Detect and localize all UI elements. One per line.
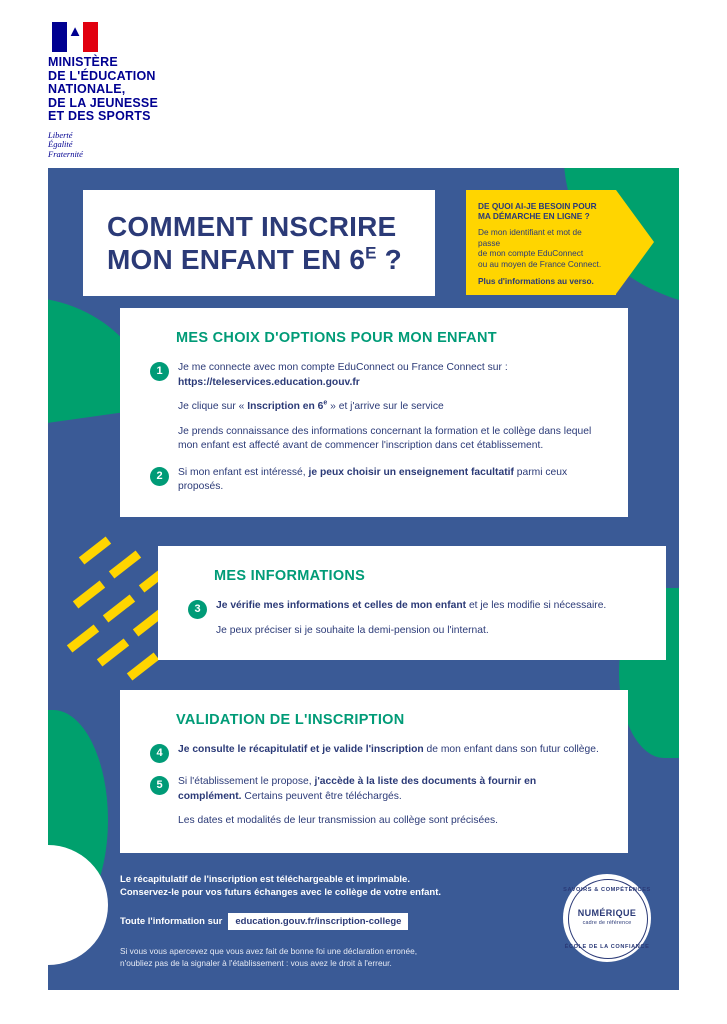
step-paragraph: Les dates et modalités de leur transmission au collège sont précisées. (178, 815, 498, 826)
callout-text-line-1: De mon identifiant et mot de passe (478, 227, 582, 248)
step-number-badge: 5 (150, 776, 169, 795)
french-flag-icon (52, 22, 98, 52)
step-item (188, 599, 640, 638)
section-card-options (120, 308, 628, 517)
title-ordinal-suffix: E (365, 243, 377, 263)
step-2-bold: je peux choisir un enseignement facultatif (308, 466, 514, 478)
step-2-pre: Si mon enfant est intéressé, (178, 466, 309, 478)
motto-liberte: Liberté (48, 129, 73, 140)
step-item (150, 743, 602, 763)
step-paragraph (178, 361, 602, 390)
inscription-ordinal-suffix: e (323, 399, 328, 407)
numerique-seal-badge (563, 874, 651, 962)
step-paragraph (178, 775, 602, 804)
step-paragraph (216, 599, 606, 614)
footer-note (120, 946, 620, 969)
step-paragraph (178, 466, 602, 495)
step-number-badge: 4 (150, 744, 169, 763)
poster-footer (120, 873, 620, 969)
requirements-callout (466, 190, 644, 295)
step-number-badge: 1 (150, 362, 169, 381)
step-4-post: de mon enfant dans son futur collège. (423, 744, 599, 755)
title-line-2: MON ENFANT EN 6 (107, 244, 366, 275)
section-card-informations (158, 546, 666, 660)
footer-bold-text (120, 873, 620, 899)
title-question-mark: ? (376, 244, 402, 275)
callout-more-info: Plus d'informations au verso. (478, 276, 594, 286)
step-3-bold: Je vérifie mes informations et celles de mon enfant (216, 600, 467, 611)
ministry-name (48, 56, 368, 124)
callout-arrow-shape (616, 190, 654, 294)
step-2-post: parmi ceux proposés. (178, 466, 568, 492)
step-5-pre: Si l'établissement le propose, (178, 776, 315, 787)
page-title (107, 210, 413, 276)
footer-link-row (120, 913, 620, 930)
step-4-bold: Je consulte le récapitulatif et je valide l'inscription (178, 744, 424, 755)
step-paragraph (178, 743, 599, 758)
callout-title-line-1: DE QUOI AI-JE BESOIN POUR (478, 201, 597, 211)
poster-title-card (83, 190, 435, 296)
marianne-glyph-icon: ▲ (67, 23, 83, 40)
step-number-badge: 2 (150, 467, 169, 486)
section-heading-informations: MES INFORMATIONS (214, 568, 366, 584)
ministry-line-2: DE L'ÉDUCATION (48, 68, 156, 83)
step-body (178, 361, 602, 454)
callout-text-line-3: ou au moyen de France Connect. (478, 258, 602, 269)
section-card-validation (120, 690, 628, 853)
step-5-bold: j'accède à la liste des documents à fournir en complément. (178, 776, 537, 802)
footer-note-line-2: n'oubliez pas de la signaler à l'établissement : vous avez le droit à l'erreur. (120, 957, 392, 968)
step-paragraph: Je peux préciser si je souhaite la demi-pension ou l'internat. (216, 624, 489, 636)
poster-canvas (48, 168, 679, 990)
republic-motto (48, 131, 368, 160)
section-heading-validation: VALIDATION DE L'INSCRIPTION (176, 712, 405, 728)
callout-title (478, 201, 606, 221)
seal-arc-top-text: SAVOIRS & COMPÉTENCES (563, 887, 651, 893)
seal-subtitle-text: cadre de référence (582, 920, 632, 926)
callout-text (478, 227, 606, 269)
step-item (150, 775, 602, 829)
motto-egalite: Égalité (48, 139, 73, 149)
ministry-header (48, 22, 368, 159)
step-3-post: et je les modifie si nécessaire. (466, 600, 607, 611)
step-paragraph: Je prends connaissance des informations concernant la formation et le collège dans lequel mon enfant est affecté avant de commencer l'inscription dans cet établissement. (178, 425, 592, 451)
step-body (178, 466, 602, 495)
callout-title-line-2: MA DÉMARCHE EN LIGNE ? (478, 211, 590, 221)
footer-link-label: Toute l'information sur (120, 916, 223, 927)
step-body (178, 743, 599, 758)
callout-text-line-2: de mon compte EduConnect (478, 248, 584, 258)
footer-bold-line-1: Le récapitulatif de l'inscription est téléchargeable et imprimable. (120, 874, 410, 885)
french-republic-logo (52, 22, 368, 52)
inscription-6e-label: Inscription en 6 (247, 401, 324, 412)
step-number-badge: 3 (188, 600, 207, 619)
seal-arc-bottom-text: ÉCOLE DE LA CONFIANCE (564, 944, 650, 950)
step-body (216, 599, 606, 638)
footer-note-line-1: Si vous vous apercevez que vous avez fait de bonne foi une déclaration erronée, (120, 946, 418, 956)
seal-center-text: NUMÉRIQUE (577, 908, 637, 918)
ministry-line-5: ET DES SPORTS (48, 109, 151, 123)
step-item (150, 466, 602, 495)
footer-website-link[interactable]: education.gouv.fr/inscription-college (228, 913, 408, 930)
step-1-click-pre: Je clique sur « (178, 401, 248, 412)
motto-fraternite: Fraternité (48, 148, 83, 159)
callout-body (466, 190, 616, 295)
ministry-line-4: DE LA JEUNESSE (48, 95, 159, 110)
step-item (150, 361, 602, 454)
step-body (178, 775, 602, 829)
step-1-intro: Je me connecte avec mon compte EduConnect ou France Connect sur : (178, 362, 508, 373)
ministry-line-3: NATIONALE, (48, 82, 126, 96)
title-line-1: COMMENT INSCRIRE (107, 211, 397, 242)
step-1-click-post: » et j'arrive sur le service (327, 401, 444, 412)
step-paragraph (178, 400, 602, 415)
step-5-post: Certains peuvent être téléchargés. (241, 790, 402, 802)
footer-bold-line-2: Conservez-le pour vos futurs échanges avec le collège de votre enfant. (120, 887, 441, 898)
section-heading-options: MES CHOIX D'OPTIONS POUR MON ENFANT (176, 330, 497, 346)
ministry-line-1: MINISTÈRE (48, 55, 118, 69)
teleservices-url[interactable]: https://teleservices.education.gouv.fr (178, 376, 360, 388)
